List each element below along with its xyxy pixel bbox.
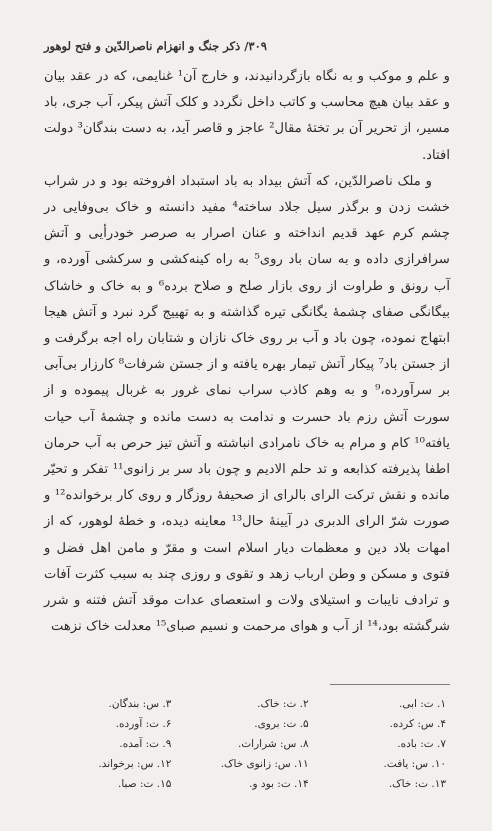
footnote: ۴. س: کرده. [389, 718, 446, 731]
body-text [44, 64, 450, 640]
paragraph: و ملک ناصرالدّین، که آتش بیداد به باد استبداد افروخته بود و در شراب خشت زدن و برگذر سیل جلاد ساخته⁴ مفید دانسته و خاک بی‌وفایی در چشم کرم عهد قدیم انداخته و عنان اصرار به صرصر خودرأیی و آتش سرافرازی داده و به سان باد روی⁵ به راه کینه‌کشی و سرکشی آورده، و آب رونق و طراوت از روی بازار صلح و صلاح برده⁶ و به خاک و خاشاک بیگانگی صفای چشمهٔ یگانگی تیره گذاشته و به تهییج گرد نبرد و آتش هیجا ابتهاج نموده، چون باد و آب بر روی خاک نازان و شتابان راه اجه برگرفت و از جستن باد⁷ پیکار آتش تیمار بهره یافته و از جستن شرفات⁸ کارزار بی‌آبی بر سرآورده،⁹ و به وهم کاذب سراب نمای غرور به غربال پیموده و از سورت آتش رزم باد حسرت و ندامت به دست مانده و چشمهٔ آب حیات یافته¹⁰ کام و مرام به خاک نامرادی انباشته و آتش تیز حرص به آب حرمان اطفا پذیرفته کذابعه و تد حلم الادیم و چون باد سر بر زانوی¹¹ تفکر و تحیّر مانده و نقش ترکت الرای بالرای از صحیفهٔ روزگار و روی کار برخوانده¹² و صورت شرّ الرای الدبری در آیینهٔ حال¹³ معاینه دیده، و خطهٔ لوهور، که از امهات بلاد دین و معظمات دیار اسلام است و مقرّ و مامن اهل فضل و فتوی و مسکن و وطن ارباب زهد و تقوی و روزی چند به سبب کثرت آفات و ترادف نایبات و استیلای ولات و استعصای عدات موقد آتش فتنه و شرر شرگشته بود،¹⁴ از آب و هوای مرحمت و نسیم صبای¹⁵ معدلت خاک نزهت [44, 173, 451, 635]
footnote: ۱۰. س: یافت. [383, 758, 446, 771]
footnotes [44, 695, 450, 793]
footnote: ۱۵. ت: صبا. [118, 778, 172, 791]
footnote: ۹. ت: آمده. [119, 738, 172, 751]
footnote: ۱۲. س: برخواند. [98, 758, 172, 771]
footnote: ۱۳. ت: خاک. [388, 778, 446, 791]
footnote: ۷. ت: باده. [397, 738, 446, 751]
footnote: ۳. س: بندگان. [108, 698, 172, 711]
page-number: ۳۰۹ [248, 39, 267, 53]
footnote: ۸. س: شرارات. [237, 738, 309, 751]
footnote-divider [330, 684, 450, 685]
footnote: ۶. ت: آورده. [115, 718, 172, 731]
running-header [44, 36, 450, 56]
footnote: ۱۴. ت: بود و. [249, 778, 309, 791]
footnote: ۵. ت: بروی. [254, 718, 309, 731]
footnote: ۱۱. س: زانوی خاک. [220, 758, 309, 771]
footnote: ۲. ت: خاک. [257, 698, 309, 711]
paragraph: و علم و موکب و به نگاه بازگردانیدند، و خارج آن¹ غنایمی، که در عقد بیان و عقد بیان هیچ محاسب و کاتب داخل نگردد و کلک آتش پیکر، آب جری، باد مسیر، از تحریر آن بر تختهٔ مقال² عاجز و قاصر آید، به دست بندگان³ دولت افتاد. [44, 69, 450, 163]
running-title: / ذکر جنگ و انهزام ناصرالدّین و فتح لوهور [44, 39, 249, 53]
footnote: ۱. ت: ابی. [398, 698, 446, 711]
